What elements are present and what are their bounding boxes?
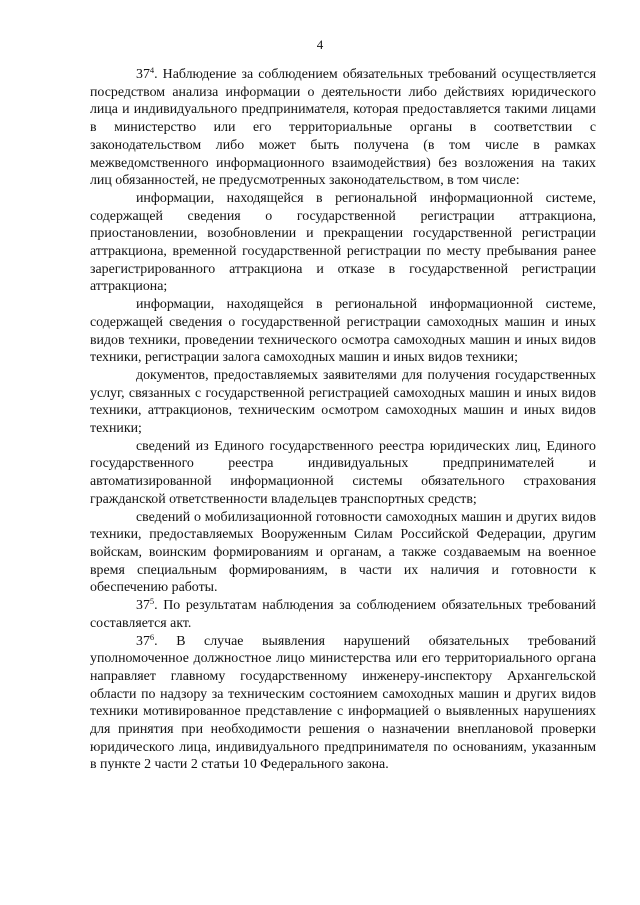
- paragraph-37-6: [90, 633, 596, 775]
- paragraph-text: сведений из Единого государственного реестра юридических лиц, Единого государственного реестра индивидуальных предпринимателей и автоматизированной информационной системы обязательного страхования гражданской ответственности владельцев транспортных средств;: [90, 438, 596, 507]
- clause-superscript: 5: [149, 596, 155, 607]
- paragraph-37-4: [90, 66, 596, 190]
- paragraph-mobilization-readiness: [90, 509, 596, 598]
- paragraph-machine-registry: [90, 296, 596, 367]
- paragraph-text: . По результатам наблюдения за соблюдением обязательных требований составляется акт.: [90, 598, 596, 631]
- paragraph-text: информации, находящейся в региональной информационной системе, содержащей сведения о государственной регистрации самоходных машин и иных видов техники, проведении технического осмотра самоходных машин и иных видов техники, регистрации залога самоходных машин и иных видов техники;: [90, 297, 596, 366]
- body-text: [90, 66, 596, 774]
- paragraph-text: . Наблюдение за соблюдением обязательных требований осуществляется посредством анализа информации о деятельности либо действиях юридического лица и индивидуального предпринимателя, которая предоставляется такими лицами в министерство или его территориальные органы в соответствии с законодательством либо может быть получена (в том числе в рамках межведомственного информационного взаимодействия) без возложения на таких лиц обязанностей, не предусмотренных законодательством, в том числе:: [90, 67, 596, 189]
- paragraph-state-registers: [90, 438, 596, 509]
- clause-number: 37: [136, 67, 150, 82]
- clause-number: 37: [136, 633, 150, 649]
- paragraph-37-5: [90, 597, 596, 632]
- paragraph-text: . В случае выявления нарушений обязательных требований уполномоченное должностное лицо министерства или его территориального органа направляет главному государственному инженеру-инспектору Архангельской области по надзору за техническим состоянием самоходных машин и других видов техники мотивированное представление с информацией о выявленных нарушениях для принятия при необходимости решения о назначении внеплановой проверки юридического лица, индивидуального предпринимателя по основаниям, указанным в пункте 2 части 2 статьи 10 Федерального закона.: [90, 633, 596, 773]
- paragraph-applicant-documents: [90, 367, 596, 438]
- clause-number: 37: [136, 598, 150, 614]
- paragraph-text: информации, находящейся в региональной информационной системе, содержащей сведения о государственной регистрации аттракциона, приостановлении, возобновлении и прекращении государственной регистрации аттракциона, временной государственной регистрации по месту пребывания ранее зарегистрированного аттракциона и отказе в государственной регистрации аттракциона;: [90, 190, 596, 295]
- clause-superscript: 6: [149, 631, 155, 642]
- paragraph-text: документов, предоставляемых заявителями для получения государственных услуг, связанных с государственной регистрацией самоходных машин и иных видов техники, аттракционов, техническим осмотром самоходных машин и иных видов техники;: [90, 367, 596, 437]
- page-number: 4: [316, 37, 324, 52]
- clause-superscript: 4: [149, 65, 155, 75]
- paragraph-text: сведений о мобилизационной готовности самоходных машин и других видов техники, предоставляемых Вооруженным Силам Российской Федерации, другим войскам, воинским формированиям и органам, а также создаваемым на военное время специальным формированиям, в части их наличия и готовности к обеспечению работы.: [90, 509, 596, 596]
- paragraph-attraction-registry: [90, 190, 596, 296]
